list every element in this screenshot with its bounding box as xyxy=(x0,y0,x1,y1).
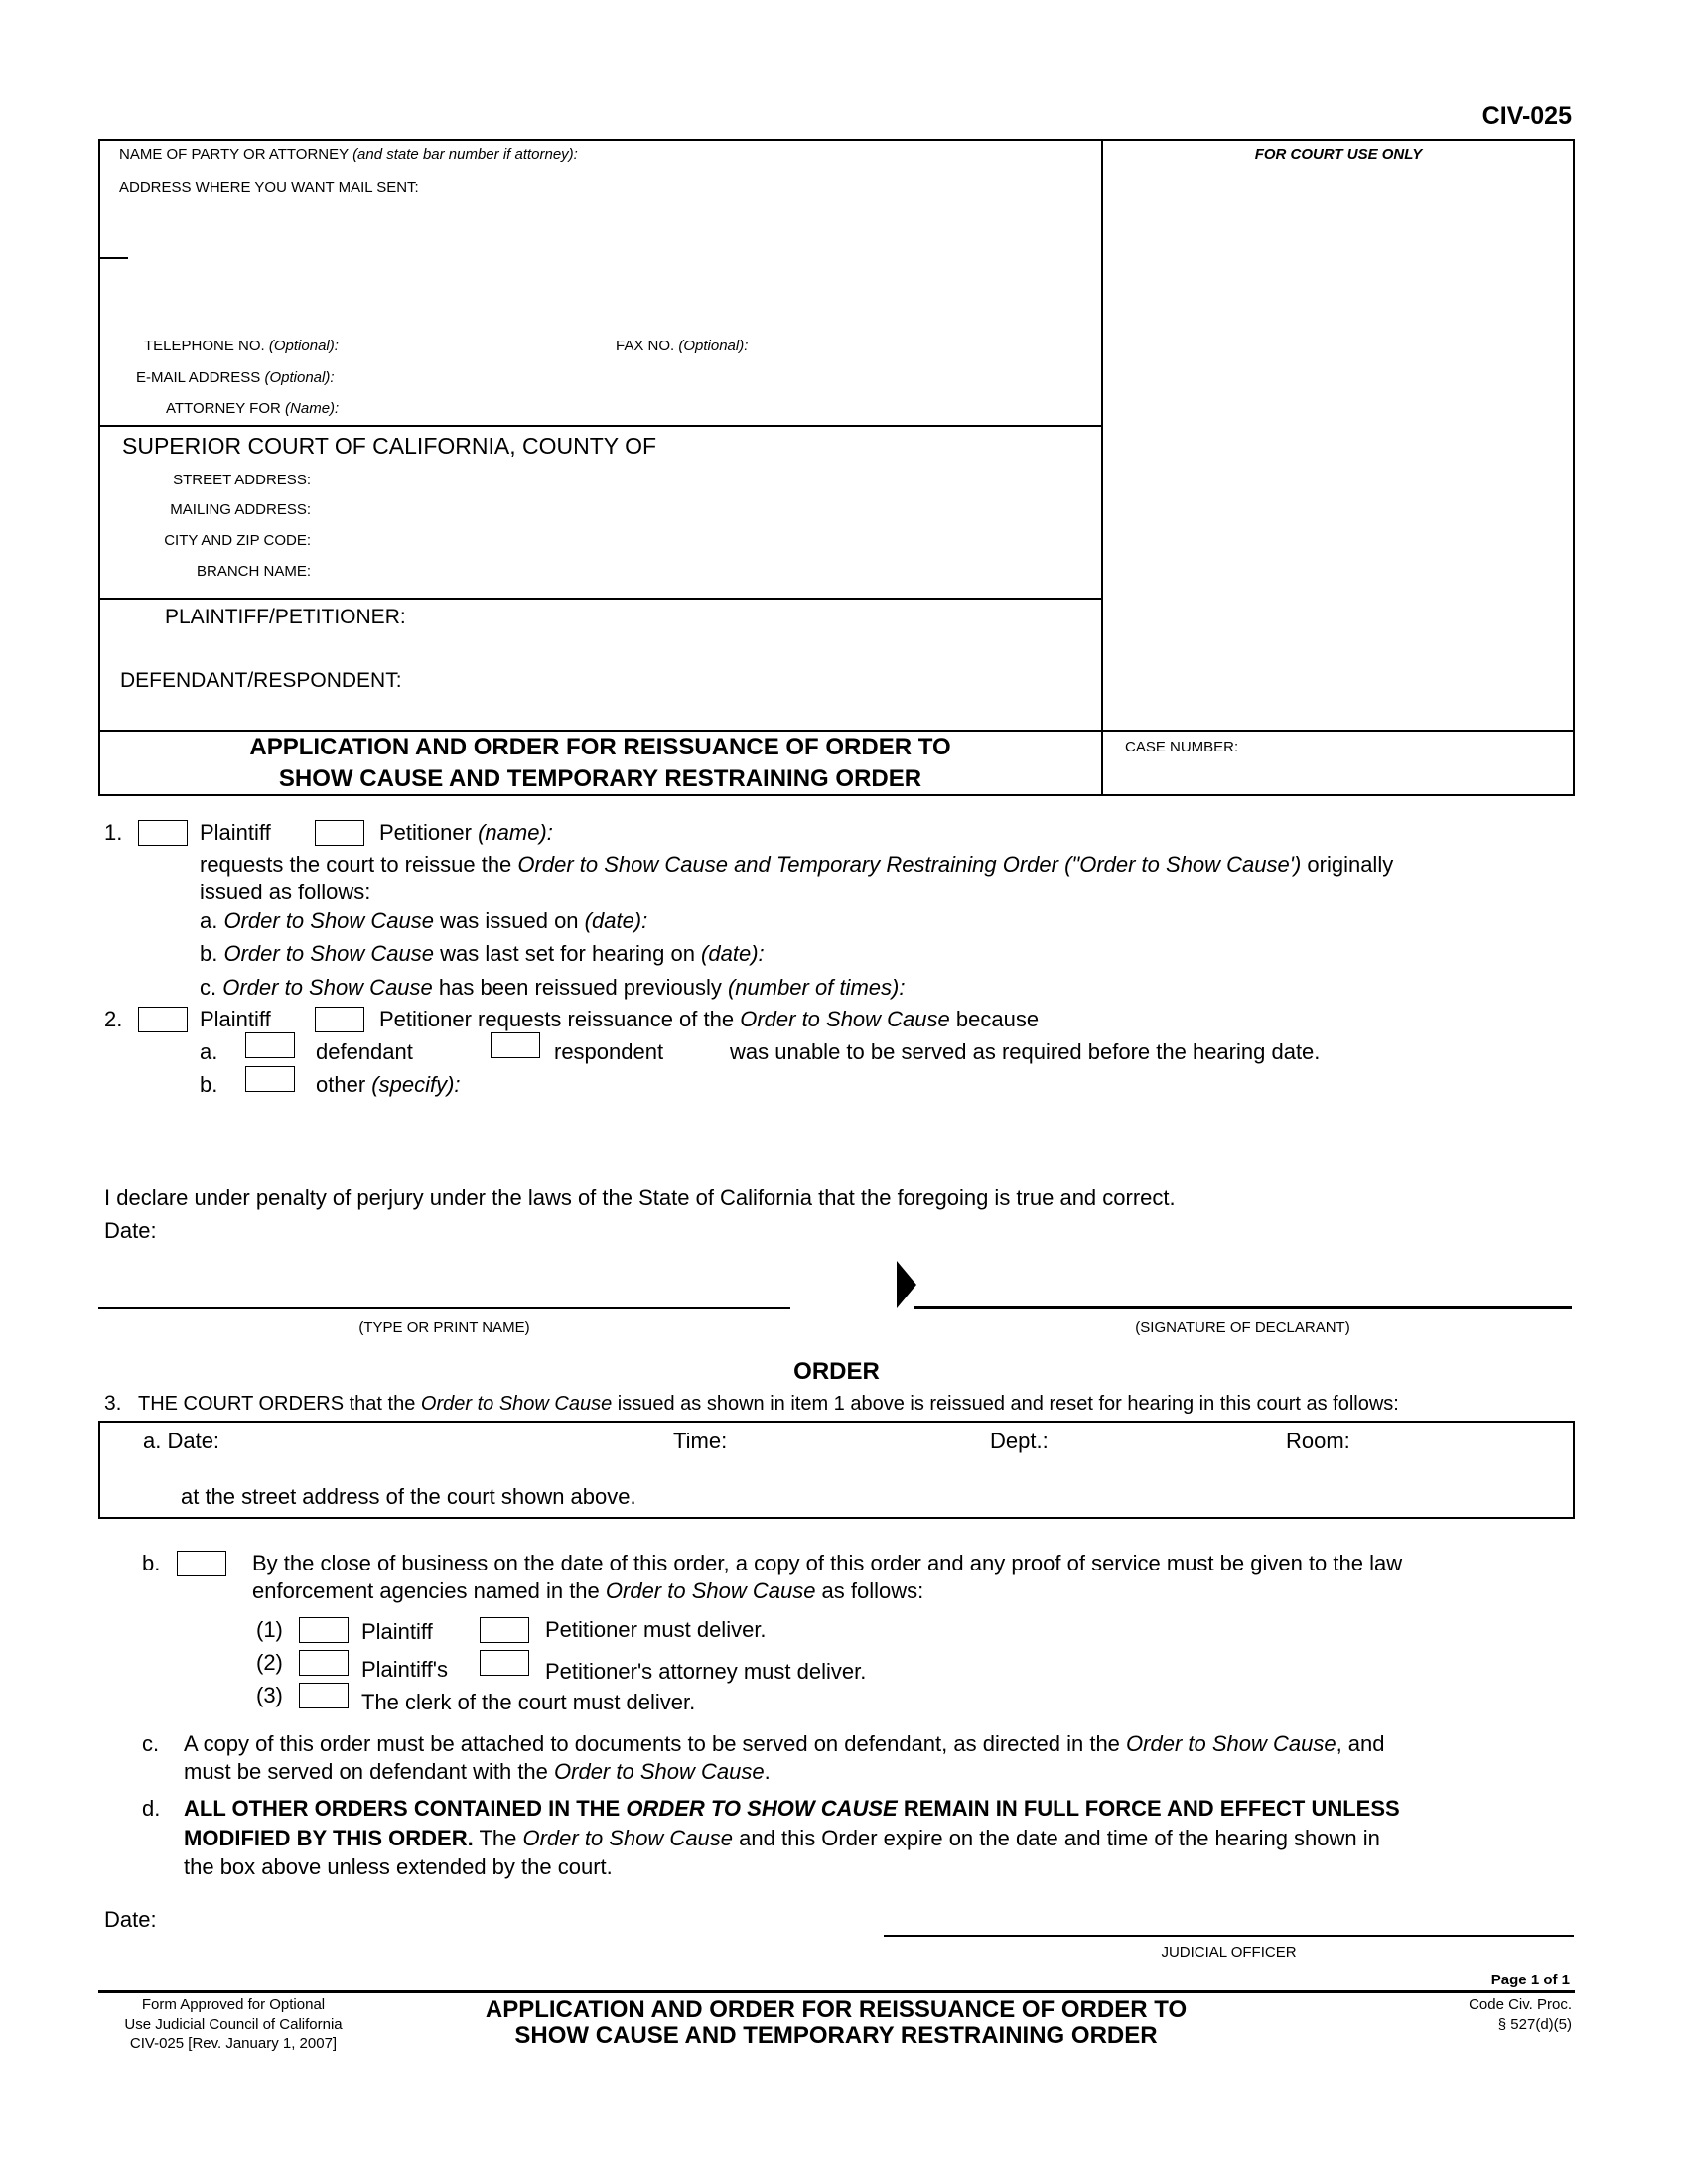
defendant-label: defendant xyxy=(316,1039,413,1064)
clerk-checkbox[interactable] xyxy=(299,1683,349,1708)
caption-box xyxy=(98,139,1575,796)
item3c-text: A copy of this order must be attached to documents to be served on defendant, as directed in the Order to Show Cause, and xyxy=(184,1731,1385,1756)
court-title: SUPERIOR COURT OF CALIFORNIA, COUNTY OF xyxy=(122,433,657,459)
declaration-text: I declare under penalty of perjury under the laws of the State of California that the foregoing is true and correct. xyxy=(104,1185,1176,1210)
footer-code: Code Civ. Proc. § 527(d)(5) xyxy=(1469,1996,1572,2033)
print-name-label: (TYPE OR PRINT NAME) xyxy=(358,1319,530,1336)
sub-number: (1) xyxy=(256,1617,283,1642)
mark xyxy=(98,257,128,259)
item1b: b. Order to Show Cause was last set for hearing on (date): xyxy=(200,941,765,966)
item3d-text: the box above unless extended by the court. xyxy=(184,1854,613,1879)
item1-text: issued as follows: xyxy=(200,880,371,904)
divider xyxy=(1101,139,1103,796)
hearing-room-label: Room: xyxy=(1286,1429,1350,1453)
city-zip-label: CITY AND ZIP CODE: xyxy=(164,532,311,549)
plaintiff-label: Plaintiff xyxy=(361,1619,433,1644)
defendant-label: DEFENDANT/RESPONDENT: xyxy=(120,669,402,692)
item3b-text: enforcement agencies named in the Order to Show Cause as follows: xyxy=(252,1578,924,1603)
name-label: NAME OF PARTY OR ATTORNEY (and state bar number if attorney): xyxy=(119,146,578,163)
signature-line[interactable] xyxy=(914,1306,1572,1309)
petitioner-checkbox[interactable] xyxy=(315,1007,364,1032)
item-number: 1. xyxy=(104,820,123,845)
sub-number: (3) xyxy=(256,1683,283,1707)
sub-number: (2) xyxy=(256,1650,283,1675)
plaintiff-attorney-checkbox[interactable] xyxy=(299,1650,349,1676)
item2b-label: b. xyxy=(200,1072,218,1097)
branch-name-label: BRANCH NAME: xyxy=(196,563,311,580)
plaintiff-label: Plaintiff xyxy=(200,1007,271,1031)
plaintiff-checkbox[interactable] xyxy=(138,820,188,846)
case-number-label: CASE NUMBER: xyxy=(1125,739,1239,755)
item-number: 2. xyxy=(104,1007,123,1031)
b-checkbox[interactable] xyxy=(177,1551,226,1576)
item2-text: Petitioner requests reissuance of the Order to Show Cause because xyxy=(379,1007,1040,1031)
plaintiff-label: PLAINTIFF/PETITIONER: xyxy=(165,606,406,628)
item1a: a. Order to Show Cause was issued on (date): xyxy=(200,908,648,933)
item3b-text: By the close of business on the date of this order, a copy of this order and any proof of service must be given to the law xyxy=(252,1551,1403,1575)
petitioner-deliver-checkbox[interactable] xyxy=(480,1617,529,1643)
street-address-label: STREET ADDRESS: xyxy=(173,472,311,488)
other-checkbox[interactable] xyxy=(245,1066,295,1092)
hearing-time-label: Time: xyxy=(673,1429,728,1453)
fax-label: FAX NO. (Optional): xyxy=(616,338,749,354)
signature-label: (SIGNATURE OF DECLARANT) xyxy=(1135,1319,1350,1336)
petitioner-attorney-checkbox[interactable] xyxy=(480,1650,529,1676)
plaintiff-deliver-checkbox[interactable] xyxy=(299,1617,349,1643)
plaintiff-checkbox[interactable] xyxy=(138,1007,188,1032)
item3d-text: MODIFIED BY THIS ORDER. The Order to Show Cause and this Order expire on the date and time of the hearing shown in xyxy=(184,1826,1380,1850)
item1c: c. Order to Show Cause has been reissued previously (number of times): xyxy=(200,975,906,1000)
hearing-date-label: a. Date: xyxy=(143,1429,220,1453)
mailing-address-label: MAILING ADDRESS: xyxy=(170,501,311,518)
item3c-label: c. xyxy=(142,1731,160,1756)
clerk-label: The clerk of the court must deliver. xyxy=(361,1690,696,1714)
order-date-label: Date: xyxy=(104,1907,157,1932)
respondent-checkbox[interactable] xyxy=(491,1032,540,1058)
print-name-line[interactable] xyxy=(98,1307,790,1309)
petitioner-deliver-label: Petitioner must deliver. xyxy=(545,1617,767,1642)
petitioner-checkbox[interactable] xyxy=(315,820,364,846)
footer-rule xyxy=(98,1990,1575,1993)
footer-title: APPLICATION AND ORDER FOR REISSUANCE OF ORDER TO SHOW CAUSE AND TEMPORARY RESTRAINING ORDER xyxy=(485,1996,1188,2049)
petitioner-attorney-label: Petitioner's attorney must deliver. xyxy=(545,1659,867,1684)
item2a-label: a. xyxy=(200,1039,218,1064)
address-label: ADDRESS WHERE YOU WANT MAIL SENT: xyxy=(119,179,419,196)
item3b-label: b. xyxy=(142,1551,161,1575)
form-title: APPLICATION AND ORDER FOR REISSUANCE OF ORDER TO SHOW CAUSE AND TEMPORARY RESTRAINING ORDER xyxy=(249,734,951,792)
email-label: E-MAIL ADDRESS (Optional): xyxy=(136,369,335,386)
defendant-checkbox[interactable] xyxy=(245,1032,295,1058)
item3-text: THE COURT ORDERS that the Order to Show Cause issued as shown in item 1 above is reissued and reset for hearing in this court as follows: xyxy=(138,1393,1399,1415)
plaintiffs-label: Plaintiff's xyxy=(361,1657,448,1682)
footer-approval: Form Approved for Optional Use Judicial Council of California CIV-025 [Rev. January 1, 2007] xyxy=(124,1996,343,2052)
attorney-for-label: ATTORNEY FOR (Name): xyxy=(166,400,340,417)
court-use-only: FOR COURT USE ONLY xyxy=(1254,146,1423,163)
item3c-text: must be served on defendant with the Order to Show Cause. xyxy=(184,1759,771,1784)
hearing-dept-label: Dept.: xyxy=(990,1429,1049,1453)
item3d-text: ALL OTHER ORDERS CONTAINED IN THE ORDER TO SHOW CAUSE REMAIN IN FULL FORCE AND EFFECT UNLESS xyxy=(184,1796,1400,1821)
page-number: Page 1 of 1 xyxy=(1490,1972,1570,1988)
arrow-icon xyxy=(897,1261,916,1308)
other-label: other (specify): xyxy=(316,1072,461,1097)
item1-text: requests the court to reissue the Order to Show Cause and Temporary Restraining Order ("Order to Show Cause') originally xyxy=(200,852,1394,877)
petitioner-label: Petitioner (name): xyxy=(379,820,553,845)
divider xyxy=(98,425,1102,427)
order-heading: ORDER xyxy=(793,1358,880,1385)
judicial-officer-label: JUDICIAL OFFICER xyxy=(1161,1944,1297,1961)
plaintiff-label: Plaintiff xyxy=(200,820,271,845)
respondent-label: respondent xyxy=(554,1039,664,1064)
street-text: at the street address of the court shown above. xyxy=(181,1484,636,1509)
form-id: CIV-025 xyxy=(1481,102,1572,130)
item-number: 3. xyxy=(104,1392,122,1415)
date-label: Date: xyxy=(104,1218,157,1243)
divider xyxy=(98,598,1102,600)
judicial-officer-line[interactable] xyxy=(884,1935,1574,1937)
item3d-label: d. xyxy=(142,1796,161,1821)
unable-text: was unable to be served as required before the hearing date. xyxy=(730,1039,1321,1064)
telephone-label: TELEPHONE NO. (Optional): xyxy=(144,338,339,354)
